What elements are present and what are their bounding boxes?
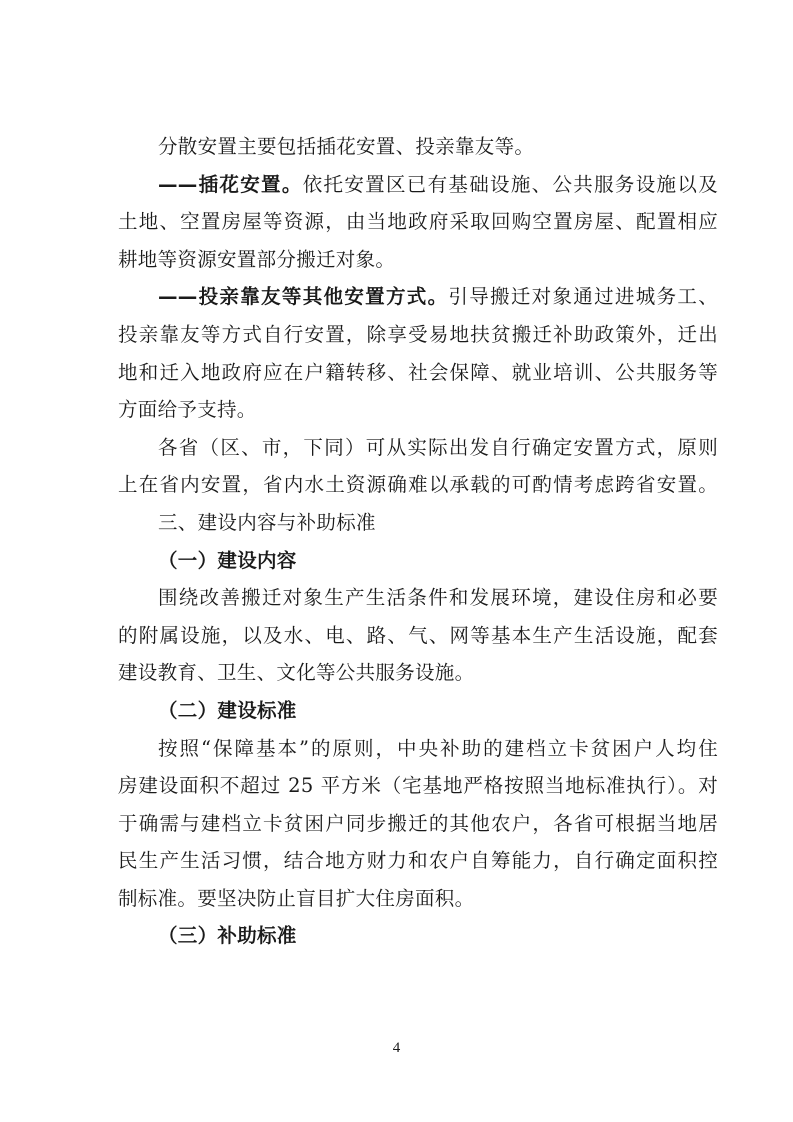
section-heading: 三、建设内容与补助标准 [158, 510, 376, 534]
inline-heading: ——插花安置。 [158, 172, 303, 196]
paragraph-line: 耕地等资源安置部分搬迁对象。 [118, 247, 396, 271]
inline-heading: ——投亲靠友等其他安置方式。 [158, 285, 449, 309]
paragraph-line [118, 170, 718, 200]
paragraph-line: 上在省内安置，省内水土资源确难以承载的可酌情考虑跨省安置。 [118, 473, 718, 497]
paragraph-line: 房建设面积不超过 25 平方米（宅基地严格按照当地标准执行）。对 [118, 774, 718, 798]
paragraph-line: 方面给予支持。 [118, 398, 257, 422]
paragraph-line: 民生产生活习惯，结合地方财力和农户自筹能力，自行确定面积控 [118, 849, 718, 873]
paragraph-line: 建设教育、卫生、文化等公共服务设施。 [118, 661, 475, 685]
paragraph-line: 投亲靠友等方式自行安置，除享受易地扶贫搬迁补助政策外，迁出 [118, 322, 718, 346]
subsection-heading: （三）补助标准 [158, 924, 297, 948]
paragraph-line: 土地、空置房屋等资源，由当地政府采取回购空置房屋、配置相应 [118, 210, 718, 234]
paragraph-line [118, 282, 718, 312]
paragraph-line: 于确需与建档立卡贫困户同步搬迁的其他农户，各省可根据当地居 [118, 811, 718, 835]
paragraph-line: 制标准。要坚决防止盲目扩大住房面积。 [118, 886, 475, 910]
page-number: 4 [392, 1040, 401, 1056]
paragraph-line: 围绕改善搬迁对象生产生活条件和发展环境，建设住房和必要 [158, 586, 718, 610]
paragraph-line: 各省（区、市，下同）可从实际出发自行确定安置方式，原则 [158, 435, 718, 459]
paragraph-line: 按照“保障基本”的原则，中央补助的建档立卡贫困户人均住 [158, 736, 718, 760]
subsection-heading: （一）建设内容 [158, 548, 297, 572]
paragraph-line: 的附属设施，以及水、电、路、气、网等基本生产生活设施，配套 [118, 623, 718, 647]
subsection-heading: （二）建设标准 [158, 698, 297, 722]
paragraph-text: 引导搬迁对象通过进城务工、 [448, 285, 718, 309]
paragraph-line: 地和迁入地政府应在户籍转移、社会保障、就业培训、公共服务等 [118, 360, 718, 384]
paragraph-text: 依托安置区已有基础设施、公共服务设施以及 [302, 172, 718, 196]
paragraph-line: 分散安置主要包括插花安置、投亲靠友等。 [158, 135, 535, 158]
document-body [118, 132, 718, 959]
